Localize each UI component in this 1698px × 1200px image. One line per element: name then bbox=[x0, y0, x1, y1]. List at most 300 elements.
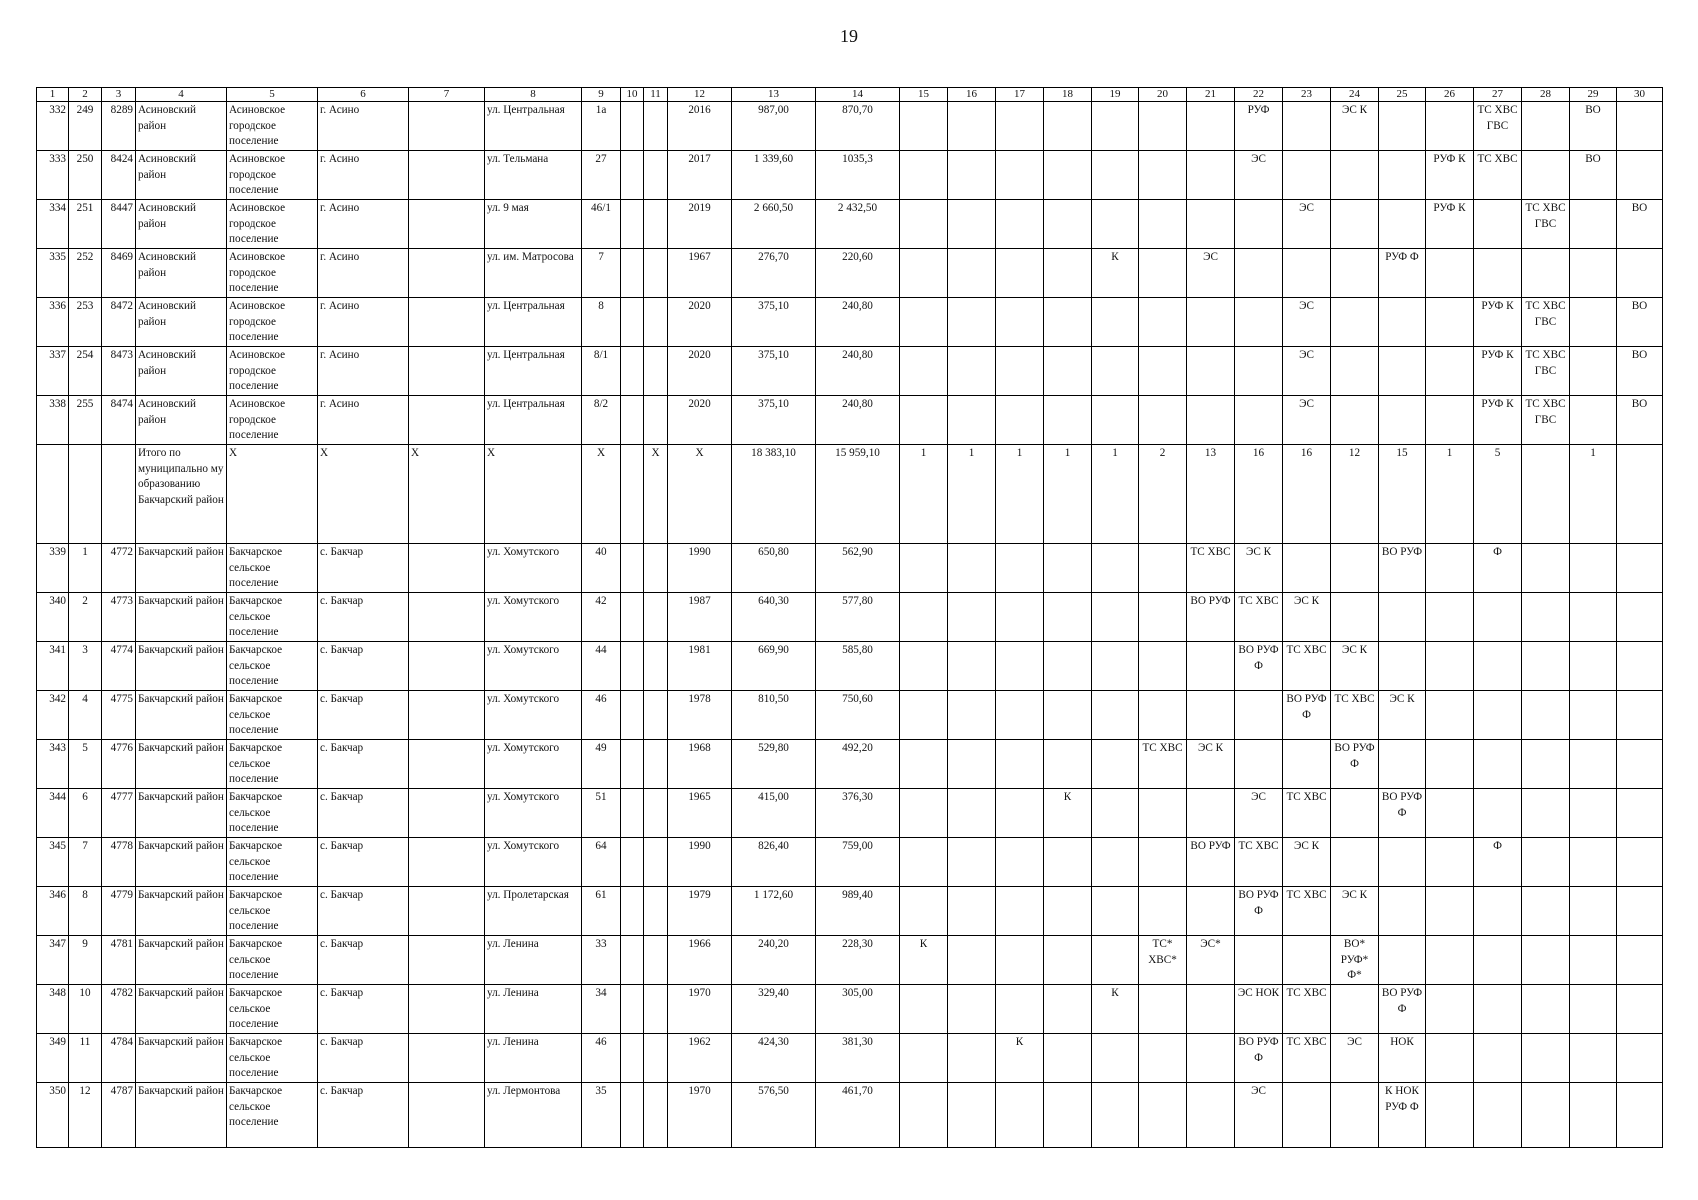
table-cell: 339 bbox=[37, 544, 69, 593]
table-cell: 577,80 bbox=[816, 593, 900, 642]
table-cell: 989,40 bbox=[816, 887, 900, 936]
table-cell: РУФ К bbox=[1474, 298, 1522, 347]
table-cell bbox=[996, 593, 1044, 642]
table-cell bbox=[1522, 642, 1570, 691]
table-cell bbox=[996, 887, 1044, 936]
column-number-cell: 2 bbox=[69, 88, 102, 102]
table-cell bbox=[644, 642, 668, 691]
table-cell bbox=[621, 445, 644, 544]
table-cell bbox=[1139, 544, 1187, 593]
table-cell: Х bbox=[409, 445, 485, 544]
table-cell bbox=[1617, 445, 1663, 544]
table-cell bbox=[1522, 740, 1570, 789]
table-cell bbox=[1474, 789, 1522, 838]
table-cell bbox=[1522, 887, 1570, 936]
table-cell: 8472 bbox=[102, 298, 136, 347]
table-cell bbox=[996, 347, 1044, 396]
table-cell bbox=[1044, 593, 1092, 642]
column-number-cell: 26 bbox=[1426, 88, 1474, 102]
table-cell bbox=[1139, 151, 1187, 200]
table-cell bbox=[900, 642, 948, 691]
table-cell: 228,30 bbox=[816, 936, 900, 985]
column-number-cell: 6 bbox=[318, 88, 409, 102]
table-cell bbox=[1570, 887, 1617, 936]
table-cell bbox=[1044, 102, 1092, 151]
table-cell: 250 bbox=[69, 151, 102, 200]
table-cell bbox=[996, 102, 1044, 151]
table-cell: ТС ХВС ГВС bbox=[1522, 396, 1570, 445]
table-cell bbox=[1379, 936, 1426, 985]
table-cell: 252 bbox=[69, 249, 102, 298]
table-cell: Бакчарский район bbox=[136, 936, 227, 985]
table-cell: РУФ Ф bbox=[1379, 249, 1426, 298]
table-row bbox=[37, 691, 1663, 740]
table-cell: 1990 bbox=[668, 838, 732, 887]
table-cell bbox=[1283, 740, 1331, 789]
table-cell: 220,60 bbox=[816, 249, 900, 298]
table-cell: 12 bbox=[1331, 445, 1379, 544]
table-cell bbox=[996, 200, 1044, 249]
column-number-cell: 14 bbox=[816, 88, 900, 102]
total-row bbox=[37, 445, 1663, 544]
table-cell: Бакчарское сельское поселение bbox=[227, 544, 318, 593]
table-cell: ЭС bbox=[1283, 347, 1331, 396]
column-number-cell: 23 bbox=[1283, 88, 1331, 102]
table-cell bbox=[37, 445, 69, 544]
table-cell bbox=[1617, 1083, 1663, 1148]
table-cell: 1 bbox=[996, 445, 1044, 544]
table-cell: 15 bbox=[1379, 445, 1426, 544]
table-cell bbox=[621, 151, 644, 200]
table-cell: 35 bbox=[582, 1083, 621, 1148]
column-number-cell: 25 bbox=[1379, 88, 1426, 102]
table-cell: 1 bbox=[900, 445, 948, 544]
table-cell: 4773 bbox=[102, 593, 136, 642]
table-cell: г. Асино bbox=[318, 396, 409, 445]
table-cell: ВО РУФ Ф bbox=[1331, 740, 1379, 789]
table-cell: ЭС bbox=[1331, 1034, 1379, 1083]
table-cell: 1 bbox=[1570, 445, 1617, 544]
table-cell bbox=[1570, 936, 1617, 985]
table-cell bbox=[996, 691, 1044, 740]
table-cell bbox=[1139, 838, 1187, 887]
table-cell: 251 bbox=[69, 200, 102, 249]
table-cell: К bbox=[1092, 249, 1139, 298]
table-cell bbox=[1426, 789, 1474, 838]
table-cell: Бакчарское сельское поселение bbox=[227, 1034, 318, 1083]
table-cell bbox=[409, 544, 485, 593]
table-cell bbox=[1379, 887, 1426, 936]
table-cell: ул. Центральная bbox=[485, 102, 582, 151]
table-cell bbox=[996, 151, 1044, 200]
table-cell: 8424 bbox=[102, 151, 136, 200]
table-cell: ул. 9 мая bbox=[485, 200, 582, 249]
table-cell bbox=[948, 1034, 996, 1083]
table-cell bbox=[621, 936, 644, 985]
table-cell: ВО bbox=[1617, 396, 1663, 445]
table-cell: 2 bbox=[69, 593, 102, 642]
table-cell bbox=[1044, 936, 1092, 985]
table-cell: 342 bbox=[37, 691, 69, 740]
table-cell bbox=[1331, 396, 1379, 445]
table-cell: РУФ К bbox=[1474, 347, 1522, 396]
table-cell: ВО bbox=[1617, 298, 1663, 347]
table-cell bbox=[948, 838, 996, 887]
table-cell: 492,20 bbox=[816, 740, 900, 789]
table-cell bbox=[1044, 347, 1092, 396]
column-number-cell: 17 bbox=[996, 88, 1044, 102]
table-cell bbox=[1474, 1034, 1522, 1083]
column-number-cell: 28 bbox=[1522, 88, 1570, 102]
table-cell bbox=[948, 642, 996, 691]
table-cell: Асиновское городское поселение bbox=[227, 200, 318, 249]
page-number: 19 bbox=[840, 26, 858, 46]
column-number-cell: 24 bbox=[1331, 88, 1379, 102]
table-cell bbox=[900, 151, 948, 200]
table-cell bbox=[1474, 985, 1522, 1034]
table-cell: Бакчарский район bbox=[136, 887, 227, 936]
column-number-cell: 29 bbox=[1570, 88, 1617, 102]
table-cell bbox=[1522, 691, 1570, 740]
table-cell: ТС ХВС bbox=[1474, 151, 1522, 200]
table-row bbox=[37, 789, 1663, 838]
table-cell: ТС ХВС bbox=[1283, 789, 1331, 838]
table-cell bbox=[409, 789, 485, 838]
table-cell: 870,70 bbox=[816, 102, 900, 151]
table-cell bbox=[1092, 691, 1139, 740]
table-cell bbox=[1331, 249, 1379, 298]
table-cell: К НОК РУФ Ф bbox=[1379, 1083, 1426, 1148]
table-cell: РУФ К bbox=[1474, 396, 1522, 445]
table-cell: Бакчарское сельское поселение bbox=[227, 936, 318, 985]
table-row bbox=[37, 102, 1663, 151]
table-cell: 1966 bbox=[668, 936, 732, 985]
column-number-cell: 4 bbox=[136, 88, 227, 102]
table-cell bbox=[1426, 347, 1474, 396]
table-cell: 461,70 bbox=[816, 1083, 900, 1148]
table-cell: ТС ХВС bbox=[1235, 593, 1283, 642]
table-cell: Асиновское городское поселение bbox=[227, 347, 318, 396]
table-cell: К bbox=[1044, 789, 1092, 838]
table-cell bbox=[1331, 151, 1379, 200]
table-cell bbox=[1139, 298, 1187, 347]
table-cell: РУФ К bbox=[1426, 151, 1474, 200]
table-cell bbox=[1426, 544, 1474, 593]
table-cell: ЭС К bbox=[1283, 593, 1331, 642]
table-cell: 6 bbox=[69, 789, 102, 838]
table-cell bbox=[1187, 200, 1235, 249]
table-cell: Бакчарское сельское поселение bbox=[227, 691, 318, 740]
table-cell: ТС* ХВС* bbox=[1139, 936, 1187, 985]
table-cell: ул. Хомутского bbox=[485, 838, 582, 887]
table-cell: Асиновское городское поселение bbox=[227, 396, 318, 445]
table-cell: 8474 bbox=[102, 396, 136, 445]
table-cell bbox=[1379, 298, 1426, 347]
table-cell: 2017 bbox=[668, 151, 732, 200]
table-cell bbox=[1426, 593, 1474, 642]
table-cell bbox=[900, 544, 948, 593]
table-cell bbox=[644, 544, 668, 593]
table-cell bbox=[996, 936, 1044, 985]
table-cell bbox=[1426, 985, 1474, 1034]
table-cell bbox=[409, 985, 485, 1034]
table-cell bbox=[1235, 691, 1283, 740]
table-cell bbox=[1617, 936, 1663, 985]
table-cell: 338 bbox=[37, 396, 69, 445]
table-cell: ВО РУФ bbox=[1379, 544, 1426, 593]
table-cell: 375,10 bbox=[732, 298, 816, 347]
table-cell bbox=[644, 200, 668, 249]
table-cell: Асиновское городское поселение bbox=[227, 298, 318, 347]
table-cell: Х bbox=[318, 445, 409, 544]
table-cell bbox=[1139, 249, 1187, 298]
table-cell bbox=[621, 249, 644, 298]
table-row bbox=[37, 1034, 1663, 1083]
table-cell bbox=[996, 249, 1044, 298]
table-cell: ВО bbox=[1617, 200, 1663, 249]
table-cell: ЭС bbox=[1235, 151, 1283, 200]
table-cell bbox=[1617, 691, 1663, 740]
table-cell: 2 bbox=[1139, 445, 1187, 544]
table-cell: Бакчарское сельское поселение bbox=[227, 642, 318, 691]
table-cell: 336 bbox=[37, 298, 69, 347]
table-cell: Асиновский район bbox=[136, 200, 227, 249]
table-cell bbox=[1139, 347, 1187, 396]
table-cell bbox=[1474, 249, 1522, 298]
table-cell: 46 bbox=[582, 1034, 621, 1083]
table-cell: 348 bbox=[37, 985, 69, 1034]
table-cell: ТС ХВС bbox=[1283, 1034, 1331, 1083]
table-cell: 8447 bbox=[102, 200, 136, 249]
table-cell bbox=[1187, 789, 1235, 838]
table-cell bbox=[1331, 1083, 1379, 1148]
table-cell: ЭС К bbox=[1283, 838, 1331, 887]
table-cell bbox=[409, 396, 485, 445]
table-cell: ТС ХВС bbox=[1283, 887, 1331, 936]
table-cell bbox=[1474, 887, 1522, 936]
table-cell bbox=[1426, 1034, 1474, 1083]
table-cell bbox=[1617, 985, 1663, 1034]
table-cell: ВО РУФ Ф bbox=[1235, 1034, 1283, 1083]
column-number-cell: 12 bbox=[668, 88, 732, 102]
table-cell: ВО bbox=[1570, 102, 1617, 151]
table-cell: с. Бакчар bbox=[318, 544, 409, 593]
table-cell: ул. Хомутского bbox=[485, 789, 582, 838]
table-cell: 650,80 bbox=[732, 544, 816, 593]
table-cell: 381,30 bbox=[816, 1034, 900, 1083]
table-cell bbox=[1044, 544, 1092, 593]
table-cell: г. Асино bbox=[318, 200, 409, 249]
table-cell bbox=[1522, 1083, 1570, 1148]
table-cell bbox=[900, 1034, 948, 1083]
table-cell bbox=[1522, 593, 1570, 642]
table-cell bbox=[900, 691, 948, 740]
table-cell: 343 bbox=[37, 740, 69, 789]
table-cell: ул. Хомутского bbox=[485, 642, 582, 691]
table-row bbox=[37, 544, 1663, 593]
table-cell bbox=[948, 544, 996, 593]
table-cell bbox=[900, 838, 948, 887]
table-cell bbox=[1092, 642, 1139, 691]
table-cell bbox=[996, 642, 1044, 691]
table-cell bbox=[1044, 642, 1092, 691]
table-cell bbox=[1235, 298, 1283, 347]
table-cell: 4784 bbox=[102, 1034, 136, 1083]
table-cell bbox=[621, 1034, 644, 1083]
table-cell: 1 bbox=[1426, 445, 1474, 544]
column-number-cell: 15 bbox=[900, 88, 948, 102]
table-cell: ТС ХВС bbox=[1283, 642, 1331, 691]
table-cell: Асиновское городское поселение bbox=[227, 102, 318, 151]
table-cell: 826,40 bbox=[732, 838, 816, 887]
table-cell bbox=[1379, 838, 1426, 887]
table-cell bbox=[1235, 396, 1283, 445]
table-cell: Бакчарский район bbox=[136, 740, 227, 789]
table-cell bbox=[1379, 740, 1426, 789]
table-cell: 44 bbox=[582, 642, 621, 691]
table-cell bbox=[621, 298, 644, 347]
table-cell: 576,50 bbox=[732, 1083, 816, 1148]
table-row bbox=[37, 249, 1663, 298]
table-cell: ЭС bbox=[1283, 396, 1331, 445]
table-cell bbox=[1617, 838, 1663, 887]
table-cell: ВО РУФ Ф bbox=[1379, 985, 1426, 1034]
table-cell: 4781 bbox=[102, 936, 136, 985]
table-cell: 34 bbox=[582, 985, 621, 1034]
table-cell bbox=[1426, 887, 1474, 936]
table-cell bbox=[900, 249, 948, 298]
table-cell: ул. им. Матросова bbox=[485, 249, 582, 298]
table-cell: 1 bbox=[1044, 445, 1092, 544]
table-cell: Бакчарский район bbox=[136, 985, 227, 1034]
table-cell bbox=[621, 642, 644, 691]
table-cell bbox=[900, 200, 948, 249]
table-cell bbox=[409, 347, 485, 396]
table-cell bbox=[1092, 347, 1139, 396]
table-cell bbox=[644, 838, 668, 887]
table-cell bbox=[948, 249, 996, 298]
table-cell bbox=[644, 936, 668, 985]
table-cell bbox=[1570, 1083, 1617, 1148]
table-cell bbox=[621, 1083, 644, 1148]
table-cell: с. Бакчар bbox=[318, 1083, 409, 1148]
table-cell: ул. Хомутского bbox=[485, 691, 582, 740]
table-cell bbox=[1474, 1083, 1522, 1148]
table-cell: 1967 bbox=[668, 249, 732, 298]
table-cell bbox=[1139, 985, 1187, 1034]
table-cell bbox=[1044, 985, 1092, 1034]
table-cell bbox=[1522, 544, 1570, 593]
table-cell bbox=[1044, 740, 1092, 789]
table-cell: ул. Центральная bbox=[485, 347, 582, 396]
table-cell bbox=[1092, 740, 1139, 789]
table-cell: ЭС НОК bbox=[1235, 985, 1283, 1034]
table-cell: ул. Хомутского bbox=[485, 544, 582, 593]
table-cell: Бакчарское сельское поселение bbox=[227, 1083, 318, 1148]
table-cell bbox=[948, 151, 996, 200]
table-cell bbox=[1570, 740, 1617, 789]
table-cell: ВО РУФ Ф bbox=[1283, 691, 1331, 740]
table-cell bbox=[644, 985, 668, 1034]
table-cell: ЭС bbox=[1235, 1083, 1283, 1148]
table-cell bbox=[621, 691, 644, 740]
table-cell bbox=[1426, 1083, 1474, 1148]
table-cell: 333 bbox=[37, 151, 69, 200]
table-row bbox=[37, 985, 1663, 1034]
table-cell bbox=[1522, 985, 1570, 1034]
table-cell: 254 bbox=[69, 347, 102, 396]
table-cell: 9 bbox=[69, 936, 102, 985]
table-cell: г. Асино bbox=[318, 298, 409, 347]
table-cell: 1 bbox=[948, 445, 996, 544]
table-cell bbox=[644, 593, 668, 642]
table-cell bbox=[900, 887, 948, 936]
column-number-cell: 1 bbox=[37, 88, 69, 102]
table-cell: 2 432,50 bbox=[816, 200, 900, 249]
table-cell bbox=[1617, 544, 1663, 593]
table-cell bbox=[1570, 789, 1617, 838]
column-number-cell: 21 bbox=[1187, 88, 1235, 102]
table-cell: ТС ХВС ГВС bbox=[1522, 298, 1570, 347]
table-cell bbox=[1570, 1034, 1617, 1083]
table-cell bbox=[1474, 642, 1522, 691]
table-cell: Бакчарский район bbox=[136, 642, 227, 691]
table-cell: 240,80 bbox=[816, 298, 900, 347]
table-cell bbox=[1139, 1083, 1187, 1148]
table-cell bbox=[996, 789, 1044, 838]
column-number-cell: 9 bbox=[582, 88, 621, 102]
table-cell bbox=[621, 740, 644, 789]
table-cell bbox=[900, 740, 948, 789]
table-cell bbox=[644, 298, 668, 347]
table-cell bbox=[1139, 1034, 1187, 1083]
table-cell bbox=[1570, 691, 1617, 740]
table-cell bbox=[948, 347, 996, 396]
table-cell bbox=[1139, 200, 1187, 249]
table-cell bbox=[1426, 838, 1474, 887]
table-cell: К bbox=[1092, 985, 1139, 1034]
table-cell bbox=[1474, 936, 1522, 985]
table-cell bbox=[948, 985, 996, 1034]
table-cell bbox=[1617, 740, 1663, 789]
table-cell: ТС ХВС ГВС bbox=[1474, 102, 1522, 151]
table-cell bbox=[1092, 936, 1139, 985]
table-cell: 585,80 bbox=[816, 642, 900, 691]
table-cell bbox=[1187, 298, 1235, 347]
table-cell bbox=[409, 151, 485, 200]
table-cell bbox=[1092, 789, 1139, 838]
table-cell: ул. Ленина bbox=[485, 1034, 582, 1083]
table-cell: Х bbox=[644, 445, 668, 544]
table-cell: 4772 bbox=[102, 544, 136, 593]
table-cell: 4778 bbox=[102, 838, 136, 887]
table-cell: с. Бакчар bbox=[318, 691, 409, 740]
table-cell bbox=[1570, 642, 1617, 691]
table-cell bbox=[1092, 200, 1139, 249]
column-number-cell: 16 bbox=[948, 88, 996, 102]
column-number-cell: 18 bbox=[1044, 88, 1092, 102]
table-cell bbox=[948, 200, 996, 249]
table-cell: Асиновский район bbox=[136, 102, 227, 151]
table-cell bbox=[1570, 396, 1617, 445]
table-cell: 4776 bbox=[102, 740, 136, 789]
table-cell: ул. Пролетарская bbox=[485, 887, 582, 936]
table-cell bbox=[1570, 298, 1617, 347]
table-cell bbox=[1426, 642, 1474, 691]
table-cell: 4775 bbox=[102, 691, 136, 740]
table-cell: 8289 bbox=[102, 102, 136, 151]
table-cell: ВО РУФ bbox=[1187, 593, 1235, 642]
